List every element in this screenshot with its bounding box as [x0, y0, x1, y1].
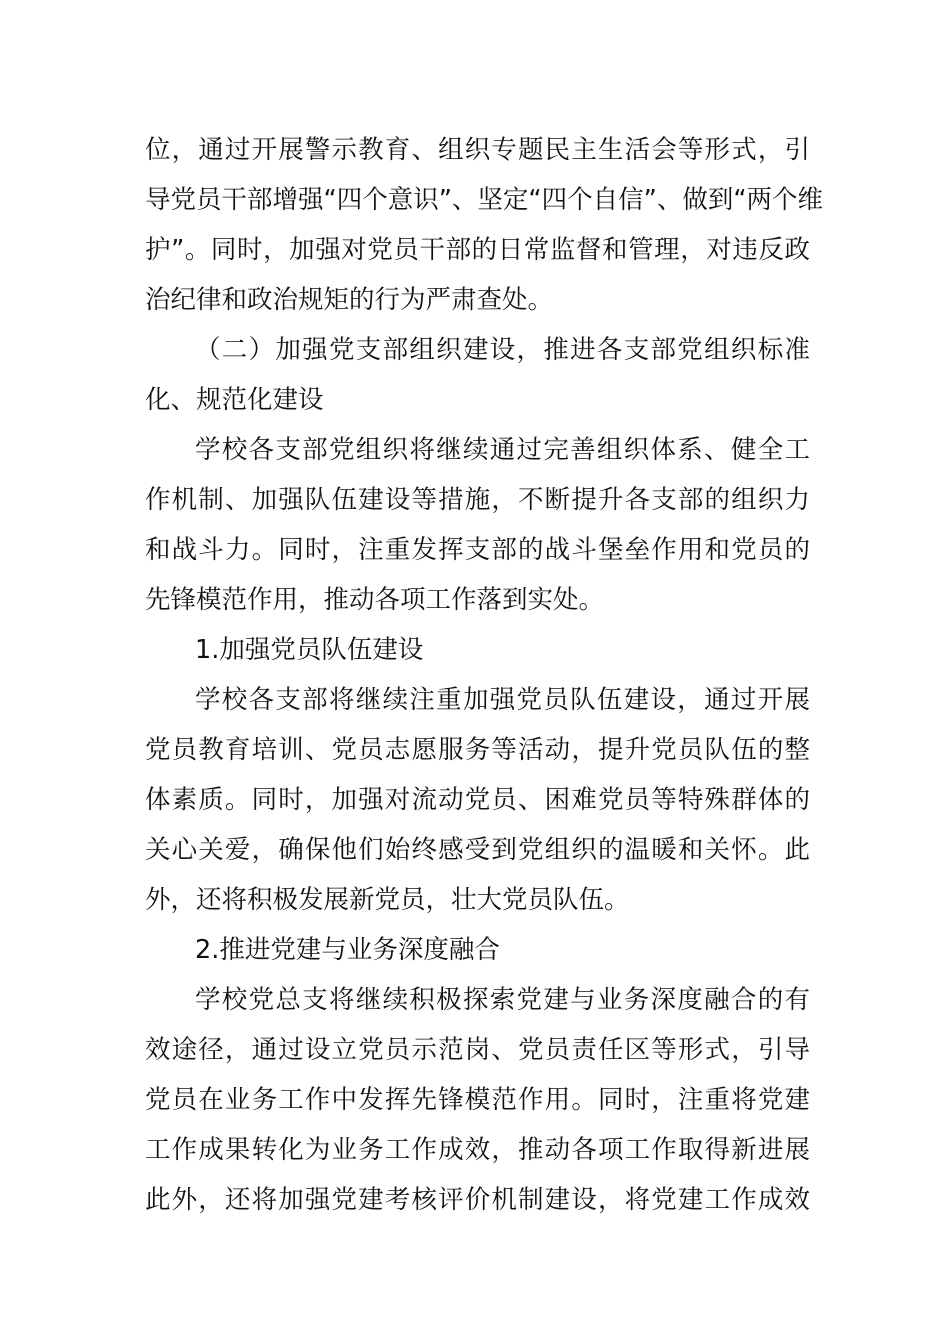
section-heading-continued: 化、规范化建设: [145, 385, 324, 415]
section-heading: （二）加强党支部组织建设，推进各支部党组织标准: [195, 335, 810, 365]
text-line: 治纪律和政治规矩的行为严肃查处。: [145, 285, 554, 315]
text-line: 位，通过开展警示教育、组织专题民主生活会等形式，引: [145, 135, 810, 165]
text-line: 先锋模范作用，推动各项工作落到实处。: [145, 585, 605, 615]
text-line: 关心关爱，确保他们始终感受到党组织的温暖和关怀。此: [145, 835, 810, 865]
paragraph-first-line: 学校各支部党组织将继续通过完善组织体系、健全工: [195, 435, 810, 465]
text-line: 党员教育培训、党员志愿服务等活动，提升党员队伍的整: [145, 735, 810, 765]
subsection-heading: 2.推进党建与业务深度融合: [195, 935, 500, 965]
text-line: 作机制、加强队伍建设等措施，不断提升各支部的组织力: [145, 485, 810, 515]
paragraph-first-line: 学校各支部将继续注重加强党员队伍建设，通过开展: [195, 685, 810, 715]
text-line: 此外，还将加强党建考核评价机制建设，将党建工作成效: [145, 1185, 810, 1215]
text-line: 护”。同时，加强对党员干部的日常监督和管理，对违反政: [145, 235, 810, 265]
text-line: 和战斗力。同时，注重发挥支部的战斗堡垒作用和党员的: [145, 535, 810, 565]
text-line: 党员在业务工作中发挥先锋模范作用。同时，注重将党建: [145, 1085, 810, 1115]
text-line: 体素质。同时，加强对流动党员、困难党员等特殊群体的: [145, 785, 810, 815]
paragraph-first-line: 学校党总支将继续积极探索党建与业务深度融合的有: [195, 985, 810, 1015]
subsection-heading: 1.加强党员队伍建设: [195, 635, 424, 665]
text-line: 效途径，通过设立党员示范岗、党员责任区等形式，引导: [145, 1035, 810, 1065]
text-line: 工作成果转化为业务工作成效，推动各项工作取得新进展: [145, 1135, 810, 1165]
text-line: 导党员干部增强“四个意识”、坚定“四个自信”、做到“两个维: [145, 185, 824, 215]
text-line: 外，还将积极发展新党员，壮大党员队伍。: [145, 885, 630, 915]
